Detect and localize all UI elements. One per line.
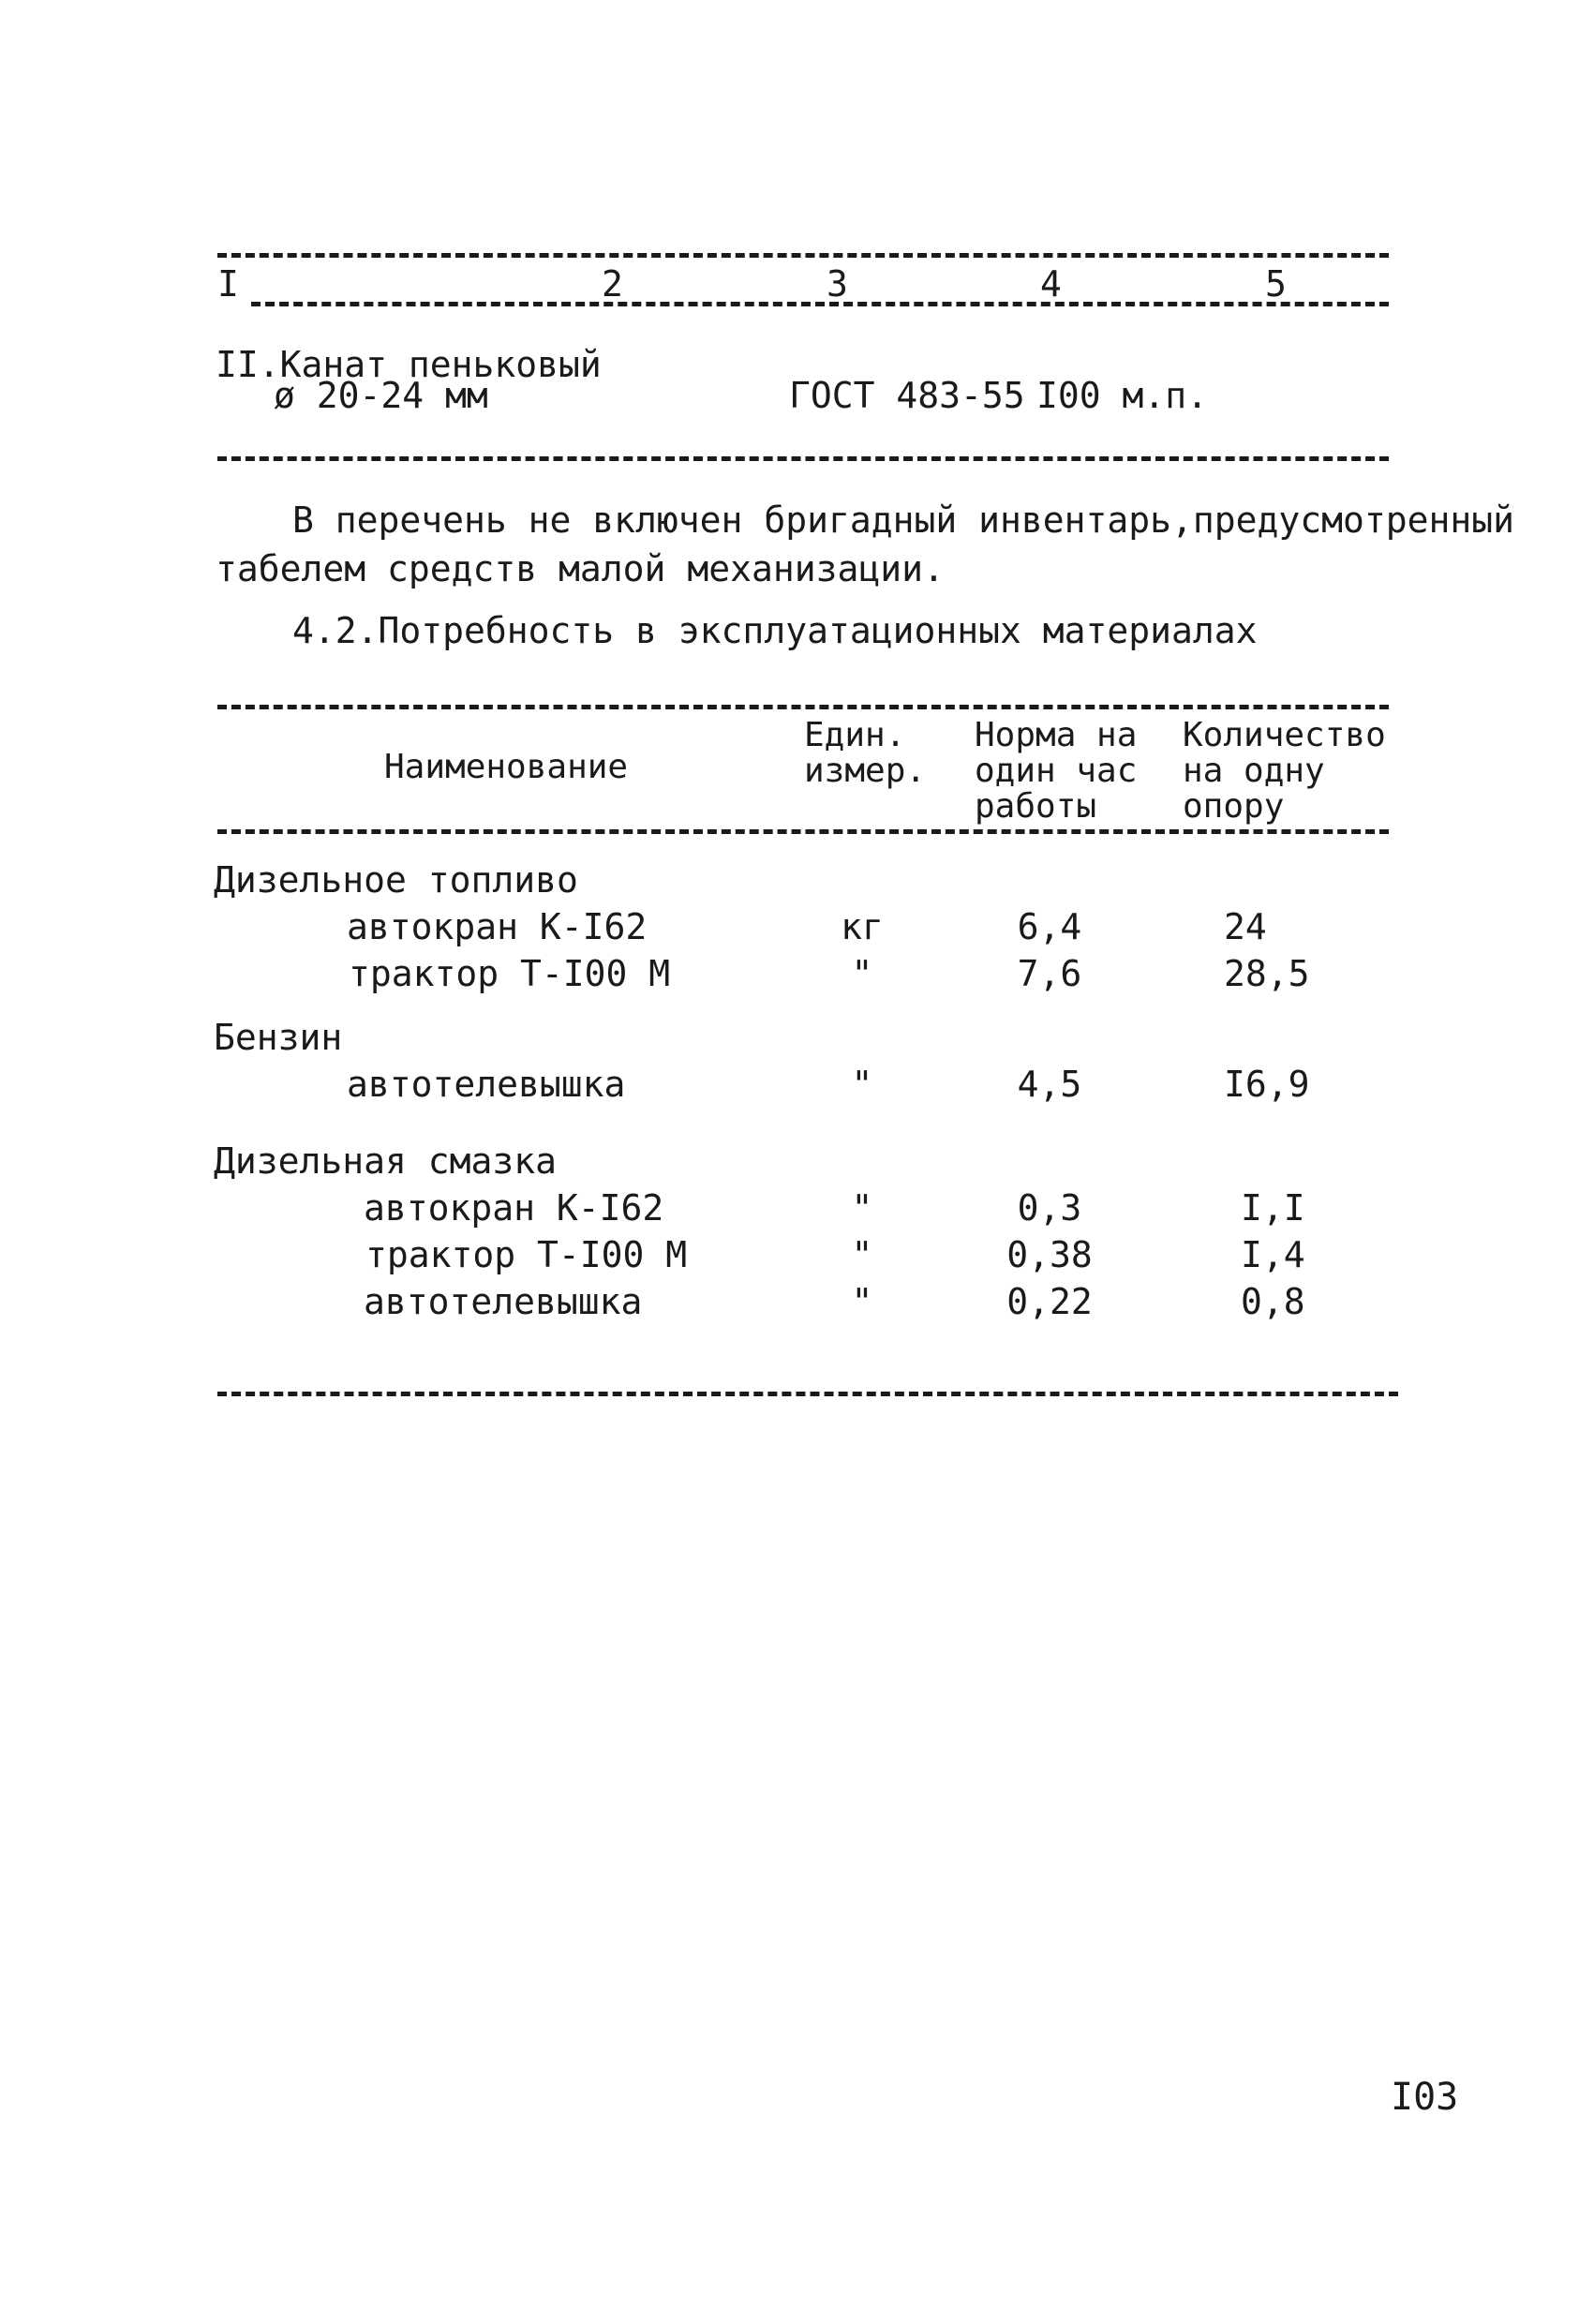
rule-top: [217, 253, 1389, 258]
rule-table-header-bottom: [217, 829, 1389, 834]
table-row-unit: ": [851, 1064, 873, 1105]
header-qty-line-1: Количество: [1183, 716, 1386, 754]
table-row-name: автотелевышка: [347, 1064, 626, 1105]
header-unit: [804, 718, 926, 789]
rule-under-column-index: [251, 302, 1389, 306]
header-name: Наименование: [384, 748, 629, 786]
header-norm: [975, 718, 1137, 825]
page-number: I03: [1391, 2076, 1459, 2119]
table-row-norm: 0,38: [1006, 1234, 1093, 1275]
rule-table-bottom: [217, 1392, 1398, 1396]
column-index-1: I: [217, 263, 239, 305]
table-row-unit: ": [851, 1234, 873, 1275]
table-row-unit: кг: [841, 906, 884, 947]
table-row-norm: 4,5: [1017, 1064, 1082, 1105]
table-row-qty: I,I: [1241, 1187, 1305, 1229]
group-label-diesel-lubricant: Дизельная смазка: [214, 1140, 558, 1182]
column-index-3: 3: [827, 263, 848, 305]
table-row-unit: ": [851, 1281, 873, 1322]
table-row-name: автотелевышка: [364, 1281, 643, 1322]
table-row-norm: 7,6: [1017, 953, 1082, 994]
table-row-qty: 28,5: [1224, 953, 1310, 994]
table-row-qty: 0,8: [1241, 1281, 1305, 1322]
header-norm-line-2: один час: [975, 752, 1138, 790]
header-unit-line-1: Един.: [804, 716, 906, 754]
header-qty-line-2: на одну: [1183, 752, 1325, 790]
table-row-name: трактор Т-I00 М: [365, 1234, 688, 1275]
note-line-1: В перечень не включен бригадный инвентарь,предусмотренный: [292, 499, 1515, 541]
header-norm-line-1: Норма на: [975, 716, 1138, 754]
section-heading: 4.2.Потребность в эксплуатационных материалах: [292, 610, 1258, 651]
group-label-gasoline: Бензин: [214, 1017, 343, 1058]
table-row-unit: ": [851, 1187, 873, 1229]
header-qty: [1183, 718, 1386, 825]
table-row-norm: 6,4: [1017, 906, 1082, 947]
item-quantity: I00 м.п.: [1036, 375, 1209, 416]
item-diameter: ø 20-24 мм: [274, 375, 488, 416]
column-index-4: 4: [1040, 263, 1062, 305]
table-row-qty: I6,9: [1224, 1064, 1310, 1105]
item-name: II.Канат пеньковый: [216, 344, 602, 385]
table-row-unit: ": [851, 953, 873, 994]
table-row-qty: I,4: [1241, 1234, 1305, 1275]
rule-table-top: [217, 705, 1389, 709]
column-index-2: 2: [602, 263, 623, 305]
table-row-name: трактор Т-I00 М: [349, 953, 671, 994]
rule-after-continued-item: [217, 456, 1389, 461]
table-row-name: автокран К-I62: [364, 1187, 664, 1229]
table-row-norm: 0,22: [1006, 1281, 1093, 1322]
group-label-diesel-fuel: Дизельное топливо: [214, 859, 578, 901]
header-unit-line-2: измер.: [804, 752, 927, 790]
item-standard: ГОСТ 483-55: [789, 375, 1025, 416]
column-index-5: 5: [1265, 263, 1287, 305]
header-qty-line-3: опору: [1183, 787, 1285, 826]
table-row-name: автокран К-I62: [347, 906, 648, 947]
table-row-norm: 0,3: [1017, 1187, 1082, 1229]
header-norm-line-3: работы: [975, 787, 1097, 826]
note-line-2: табелем средств малой механизации.: [216, 548, 945, 589]
table-row-qty: 24: [1224, 906, 1267, 947]
